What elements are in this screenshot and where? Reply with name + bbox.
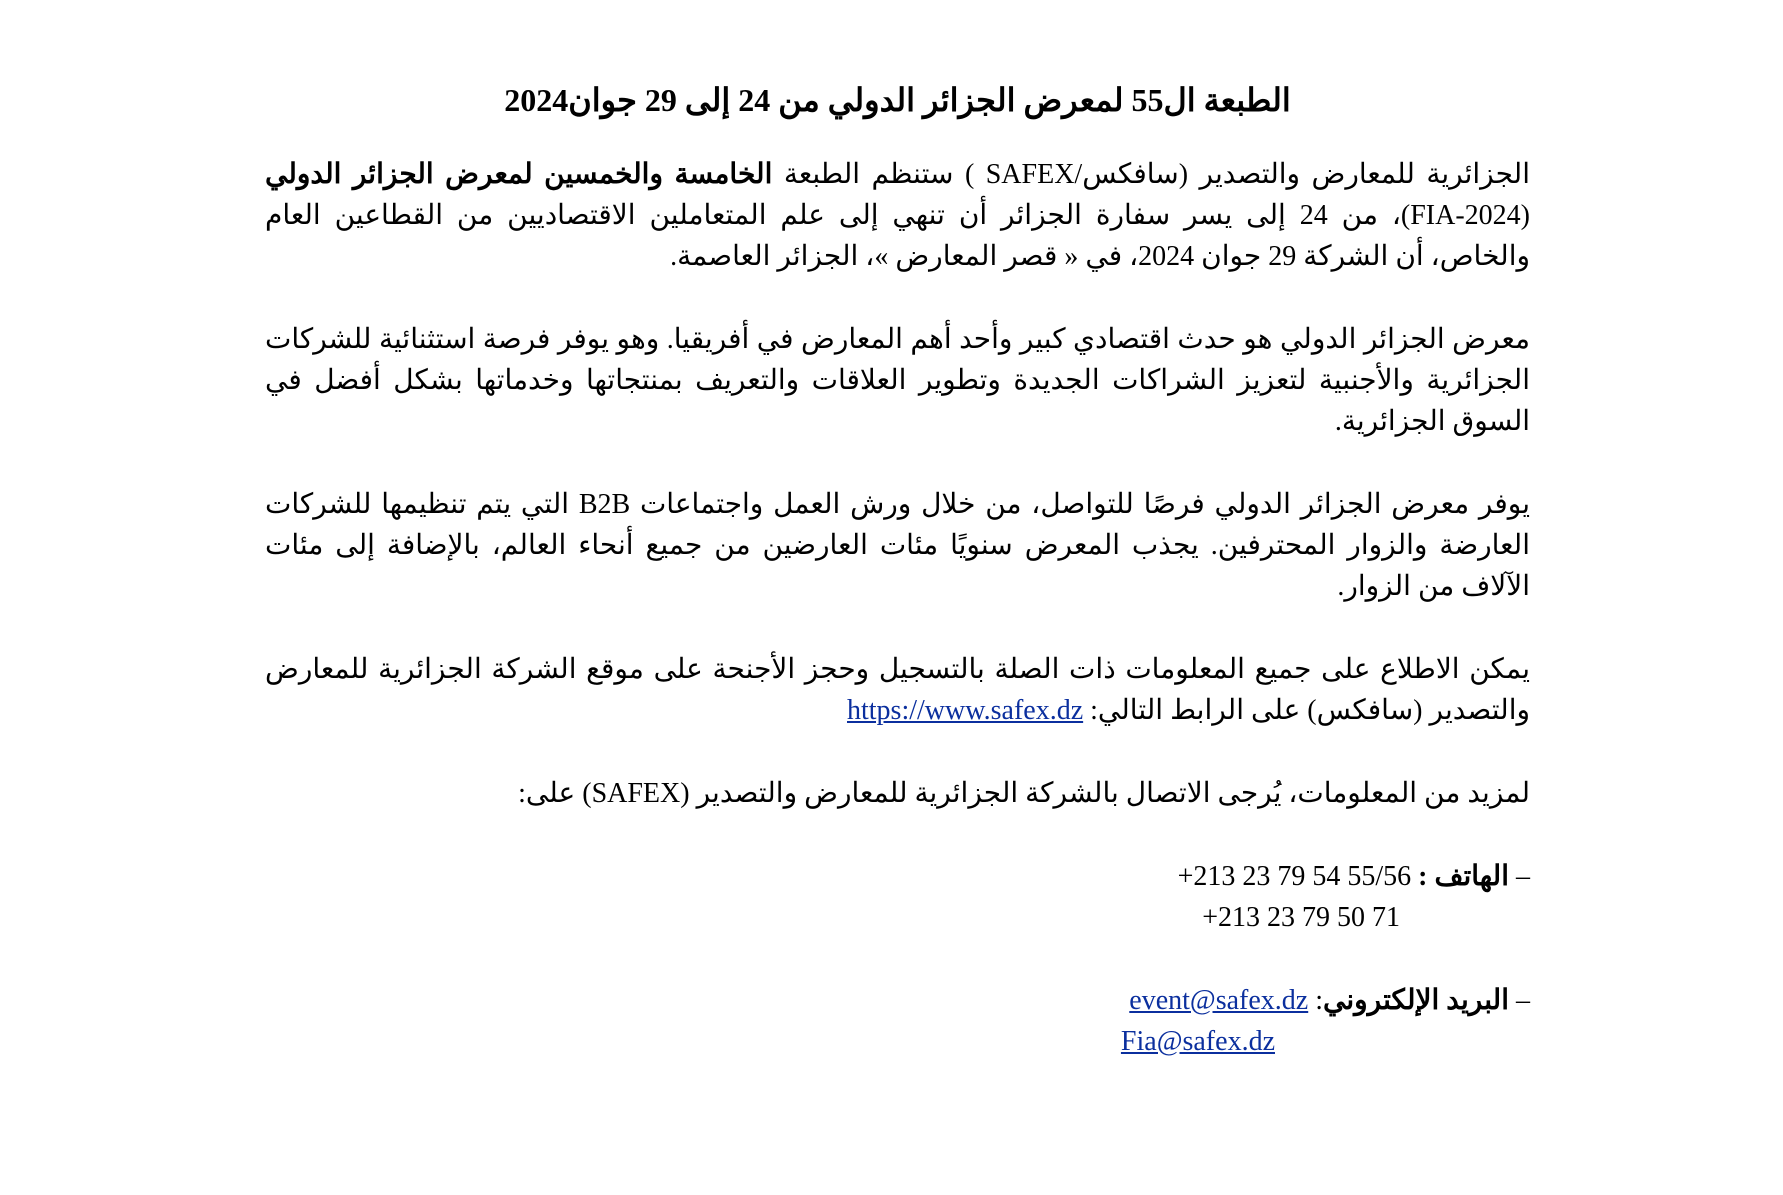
phone-number-1: +213 23 79 54 55/56 [1177, 861, 1412, 892]
email-line-1 [265, 980, 1530, 1021]
event-email-link[interactable]: event@safex.dz [1129, 985, 1309, 1016]
email-block [265, 980, 1530, 1062]
phone-number-2: +213 23 79 50 71 [1202, 902, 1400, 933]
phone-label: الهاتف : [1418, 861, 1509, 892]
document-page [265, 78, 1530, 1104]
registration-paragraph [265, 649, 1530, 731]
email-dash: – [1509, 985, 1530, 1016]
phone-line-2 [265, 897, 1400, 938]
fia-email-link[interactable]: Fia@safex.dz [1120, 1026, 1275, 1057]
email-colon: : [1308, 985, 1323, 1016]
intro-text-start: الجزائرية للمعارض والتصدير (سافكس/SAFEX ) ستنظم الطبعة [772, 159, 1530, 190]
phone-dash: – [1509, 861, 1530, 892]
intro-text-end: (FIA-2024)، من 24 إلى يسر سفارة الجزائر أن تنهي إلى علم المتعاملين الاقتصاديين من القطاعين العام والخاص، أن الشركة 29 جوان 2024، في « قصر المعارض »، الجزائر العاصمة. [265, 200, 1530, 272]
registration-text: يمكن الاطلاع على جميع المعلومات ذات الصلة بالتسجيل وحجز الأجنحة على موقع الشركة الجزائرية للمعارض والتصدير (سافكس) على الرابط التالي: [265, 654, 1530, 726]
email-label: البريد الإلكتروني [1323, 985, 1509, 1016]
intro-paragraph [265, 154, 1530, 277]
phone-line-1 [265, 856, 1530, 897]
fair-description-paragraph: معرض الجزائر الدولي هو حدث اقتصادي كبير وأحد أهم المعارض في أفريقيا. وهو يوفر فرصة استثنائية للشركات الجزائرية والأجنبية لتعزيز الشراكات الجديدة وتطوير العلاقات والتعريف بمنتجاتها وخدماتها بشكل أفضل في السوق الجزائرية. [265, 324, 1530, 437]
phone-block [265, 856, 1530, 938]
edition-bold-text: الخامسة والخمسين لمعرض الجزائر الدولي [265, 159, 773, 190]
contact-intro-paragraph: لمزيد من المعلومات، يُرجى الاتصال بالشركة الجزائرية للمعارض والتصدير (SAFEX) على: [518, 778, 1530, 809]
email-line-2 [265, 1021, 1275, 1062]
document-title: الطبعة ال55 لمعرض الجزائر الدولي من 24 إلى 29 جوان2024 [504, 82, 1291, 118]
safex-website-link[interactable]: https://www.safex.dz [847, 695, 1084, 726]
networking-paragraph: يوفر معرض الجزائر الدولي فرصًا للتواصل، من خلال ورش العمل واجتماعات B2B التي يتم تنظيمها للشركات العارضة والزوار المحترفين. يجذب المعرض سنويًا مئات العارضين من جميع أنحاء العالم، بالإضافة إلى مئات الآلاف من الزوار. [265, 489, 1530, 602]
